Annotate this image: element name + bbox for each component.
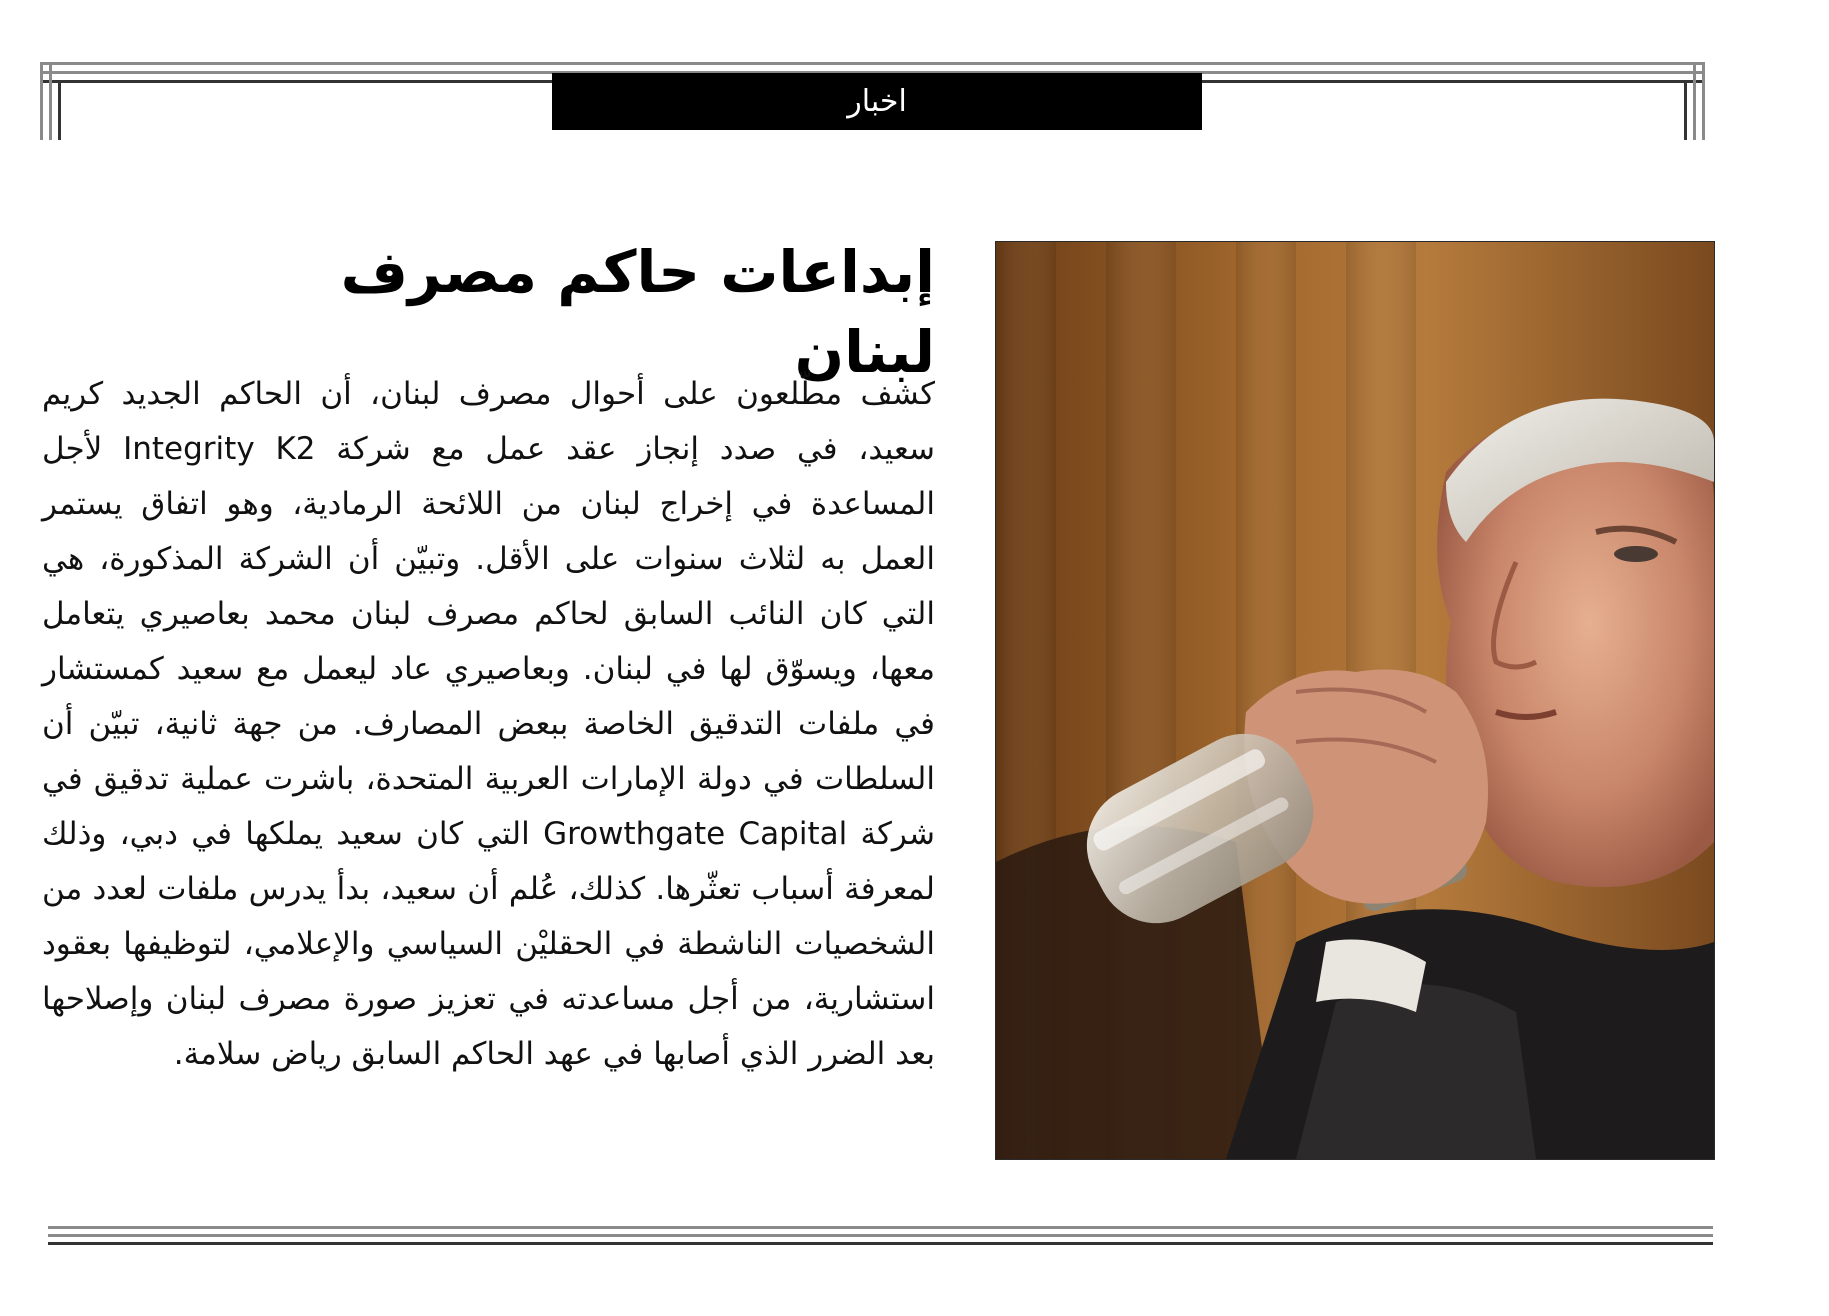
- bottom-rule: [48, 1226, 1713, 1229]
- frame-right-bar: [1684, 80, 1687, 140]
- frame-left-bar: [58, 80, 61, 140]
- frame-left-bar: [40, 62, 43, 140]
- portrait-photo: [996, 242, 1714, 1159]
- article-body: كشف مطّلعون على أحوال مصرف لبنان، أن الحاكم الجديد كريم سعيد، في صدد إنجاز عقد عمل مع شركة Integrity K2 لأجل المساعدة في إخراج لبنان من اللائحة الرمادية، وهو اتفاق يستمر العمل به لثلاث سنوات على الأقل. وتبيّن أن الشركة المذكورة، هي التي كان النائب السابق لحاكم مصرف لبنان محمد بعاصيري يتعامل معها، ويسوّق لها في لبنان. وبعاصيري عاد ليعمل مع سعيد كمستشار في ملفات التدقيق الخاصة ببعض المصارف. من جهة ثانية، تبيّن أن السلطات في دولة الإمارات العربية المتحدة، باشرت عملية تدقيق في شركة Growthgate Capital التي كان سعيد يملكها في دبي، وذلك لمعرفة أسباب تعثّرها. كذلك، عُلم أن سعيد، بدأ يدرس ملفات لعدد من الشخصيات الناشطة في الحقليْن السياسي والإعلامي، لتوظيفها بعقود استشارية، من أجل مساعدته في تعزيز صورة مصرف لبنان وإصلاحها بعد الضرر الذي أصابها في عهد الحاكم السابق رياض سلامة.: [42, 376, 935, 1072]
- bottom-rules: [48, 1226, 1713, 1248]
- frame-right-bar: [1693, 62, 1696, 140]
- article-headline: إبداعات حاكم مصرف لبنان: [340, 238, 935, 386]
- top-rule: [40, 62, 1705, 65]
- article-photo: [995, 241, 1715, 1160]
- bottom-rule: [48, 1242, 1713, 1245]
- section-banner: [552, 73, 1202, 130]
- section-label: اخبار: [847, 84, 907, 119]
- bottom-rule: [48, 1234, 1713, 1237]
- frame-right-bar: [1702, 62, 1705, 140]
- frame-left-bar: [49, 62, 52, 140]
